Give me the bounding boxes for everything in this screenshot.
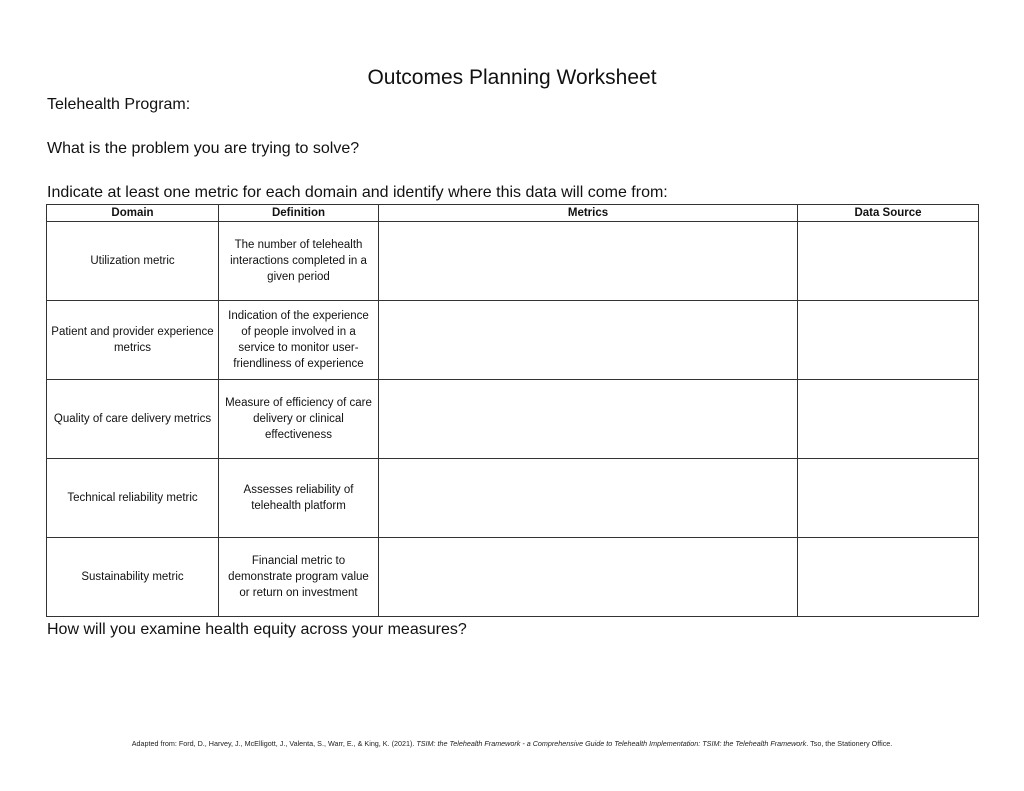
definition-cell: Assesses reliability of telehealth platform — [219, 459, 379, 538]
table-row — [47, 301, 979, 380]
header-data-source: Data Source — [798, 205, 979, 222]
table-header-row — [47, 205, 979, 222]
metrics-cell[interactable] — [379, 538, 798, 617]
data-source-cell[interactable] — [798, 380, 979, 459]
problem-question-label: What is the problem you are trying to solve? — [47, 140, 360, 157]
data-source-cell[interactable] — [798, 301, 979, 380]
definition-cell: The number of telehealth interactions completed in a given period — [219, 222, 379, 301]
citation-title: TSIM: the Telehealth Framework - a Comprehensive Guide to Telehealth Implementation: TSIM: the Telehealth Framework — [416, 739, 807, 748]
domain-cell: Utilization metric — [47, 222, 219, 301]
table-row — [47, 538, 979, 617]
metrics-cell[interactable] — [379, 222, 798, 301]
data-source-cell[interactable] — [798, 538, 979, 617]
definition-cell: Financial metric to demonstrate program value or return on investment — [219, 538, 379, 617]
table-row — [47, 380, 979, 459]
metrics-cell[interactable] — [379, 380, 798, 459]
page-title: Outcomes Planning Worksheet — [367, 66, 657, 89]
header-metrics: Metrics — [379, 205, 798, 222]
metrics-cell[interactable] — [379, 459, 798, 538]
instruction-label: Indicate at least one metric for each domain and identify where this data will come from: — [47, 184, 668, 201]
table-row — [47, 222, 979, 301]
domain-cell: Technical reliability metric — [47, 459, 219, 538]
outcomes-table — [46, 204, 979, 617]
domain-cell: Sustainability metric — [47, 538, 219, 617]
table-row — [47, 459, 979, 538]
header-definition: Definition — [219, 205, 379, 222]
telehealth-program-label: Telehealth Program: — [47, 96, 191, 113]
citation-suffix: . Tso, the Stationery Office. — [806, 739, 893, 748]
definition-cell: Indication of the experience of people involved in a service to monitor user-friendliness of experience — [219, 301, 379, 380]
data-source-cell[interactable] — [798, 222, 979, 301]
metrics-cell[interactable] — [379, 301, 798, 380]
definition-cell: Measure of efficiency of care delivery or clinical effectiveness — [219, 380, 379, 459]
domain-cell: Patient and provider experience metrics — [47, 301, 219, 380]
header-domain: Domain — [47, 205, 219, 222]
citation-footer — [0, 739, 1024, 748]
health-equity-question-label: How will you examine health equity across your measures? — [47, 621, 467, 638]
citation-prefix: Adapted from: Ford, D., Harvey, J., McElligott, J., Valenta, S., Warr, E., & King, K. (2021). — [131, 739, 417, 748]
data-source-cell[interactable] — [798, 459, 979, 538]
domain-cell: Quality of care delivery metrics — [47, 380, 219, 459]
